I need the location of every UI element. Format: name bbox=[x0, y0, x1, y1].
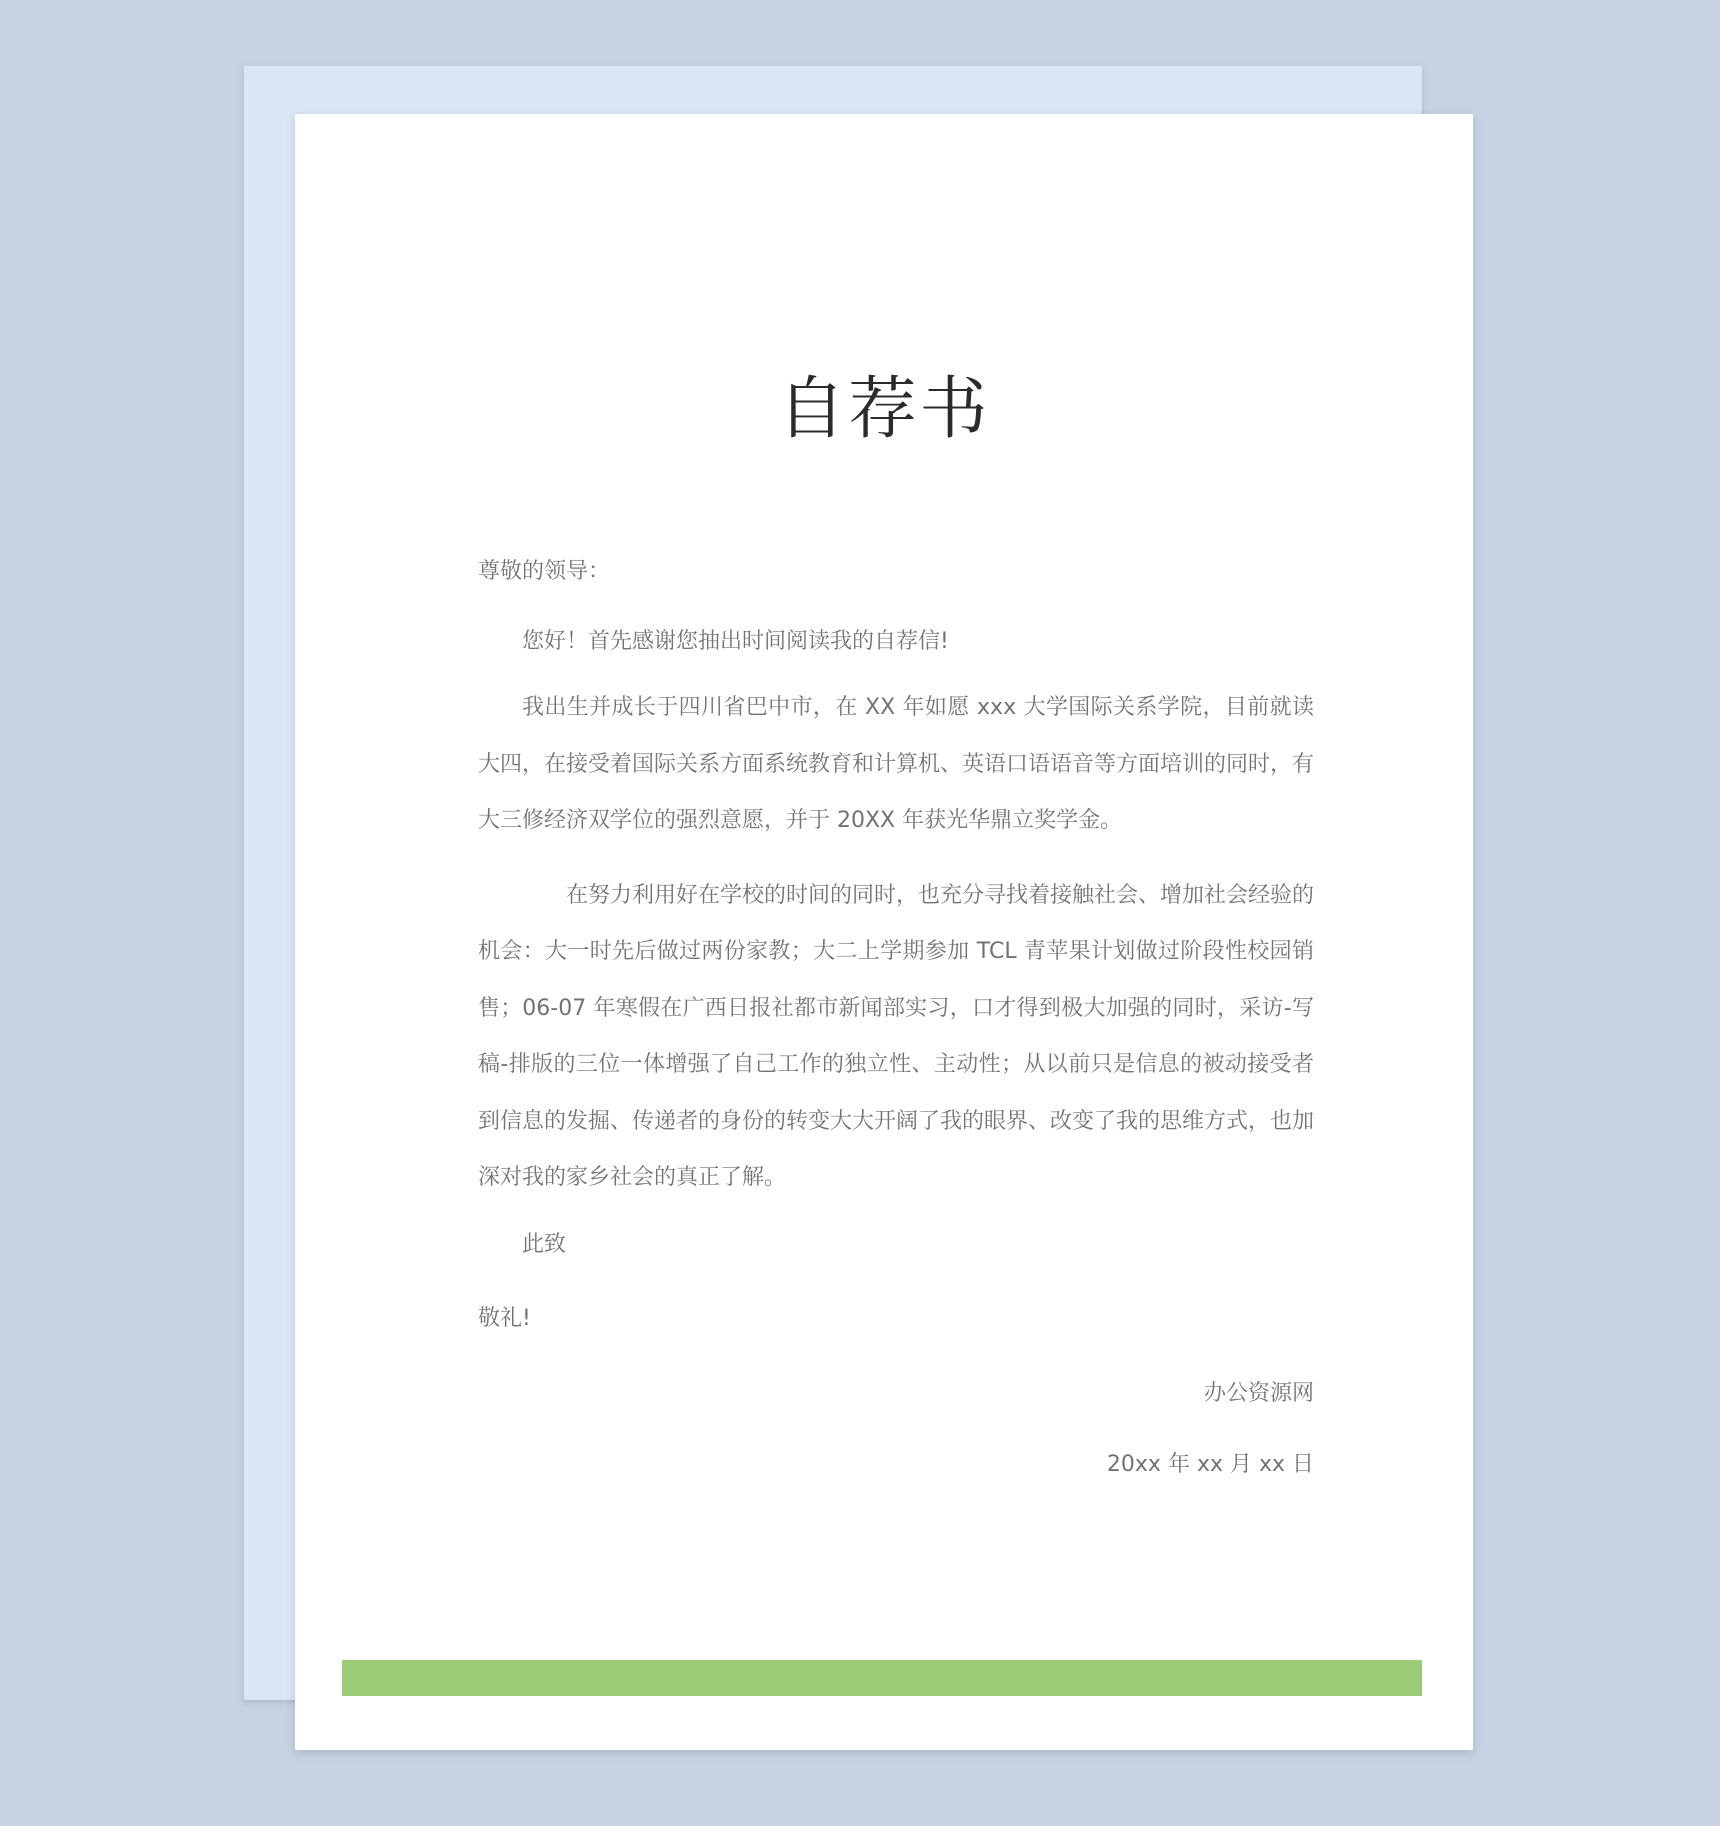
closing-line: 此致 bbox=[522, 1231, 567, 1257]
greeting-paragraph: 您好！首先感谢您抽出时间阅读我的自荐信! bbox=[522, 629, 949, 654]
document-page bbox=[295, 114, 1473, 1750]
regards-line: 敬礼! bbox=[478, 1305, 531, 1331]
signature-date: 20xx 年 xx 月 xx 日 bbox=[1106, 1451, 1314, 1477]
background-paragraph: 我出生并成长于四川省巴中市，在 XX 年如愿 xxx 大学国际关系学院，目前就读大四，在接受着国际关系方面系统教育和计算机、英语口语语音等方面培训的同时，有大三修经济双学位的强烈意愿，并于 20XX 年获光华鼎立奖学金。 bbox=[478, 695, 1315, 833]
letter-body bbox=[478, 552, 1314, 1485]
signer-name: 办公资源网 bbox=[1203, 1380, 1314, 1406]
footer-accent-bar bbox=[342, 1660, 1422, 1696]
salutation: 尊敬的领导： bbox=[478, 559, 611, 584]
document-title: 自荐书 bbox=[777, 370, 991, 449]
experience-paragraph: 在努力利用好在学校的时间的同时，也充分寻找着接触社会、增加社会经验的机会：大一时先后做过两份家教；大二上学期参加 TCL 青苹果计划做过阶段性校园销售；06-07 年寒假在广西日报社都市新闻部实习，口才得到极大加强的同时，采访-写稿-排版的三位一体增强了自己工作的独立性、主动性；从以前只是信息的被动接受者到信息的发掘、传递者的身份的转变大大开阔了我的眼界、改变了我的思维方式，也加深对我的家乡社会的真正了解。 bbox=[478, 882, 1315, 1190]
